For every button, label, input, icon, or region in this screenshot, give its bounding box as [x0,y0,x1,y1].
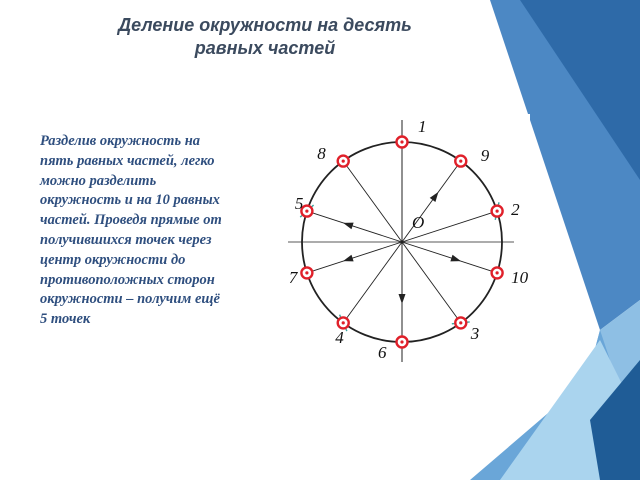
text-line: пять равных частей, легко [40,152,215,169]
text-line: получившихся точек через [40,231,212,248]
direction-arrow [399,294,406,304]
text-line: противоположных сторон [40,271,215,288]
point-label: 7 [288,267,298,287]
text-line: 5 точек [40,311,91,328]
title-line: равных частей [194,38,336,58]
direction-arrow [450,255,461,262]
circle-division-diagram [282,114,530,366]
text-line: окружности – получим ещё [40,291,220,308]
division-point-center [305,209,308,212]
direction-arrow [430,192,439,202]
text-line: Разделив окружность на [40,133,201,149]
division-point-center [400,140,403,143]
division-point-center [496,271,499,274]
point-label: 6 [378,343,387,362]
division-point-center [459,159,462,162]
slide-title [60,14,470,60]
text-line: можно разделить [40,172,157,189]
title-line: Деление окружности на десять [118,15,412,35]
division-point-center [342,159,345,162]
text-line: частей. Проведя прямые от [40,212,222,229]
division-point-center [496,209,499,212]
point-label: 5 [294,194,304,214]
division-point-center [400,340,403,343]
division-point-center [305,271,308,274]
text-line: окружность и на 10 равных [40,192,220,209]
point-label: 1 [418,117,427,136]
point-label: 2 [511,200,520,220]
point-label: 4 [335,327,344,347]
division-point-center [459,321,462,324]
division-point-center [342,321,345,324]
point-label: 9 [480,146,490,166]
point-label: 8 [317,144,326,164]
direction-arrow [343,223,354,230]
center-label: O [412,213,425,232]
point-label: 10 [511,267,529,287]
point-label: 3 [470,323,480,343]
text-line: центр окружности до [40,251,186,268]
direction-arrow [343,255,354,262]
explanation-text [40,132,272,330]
